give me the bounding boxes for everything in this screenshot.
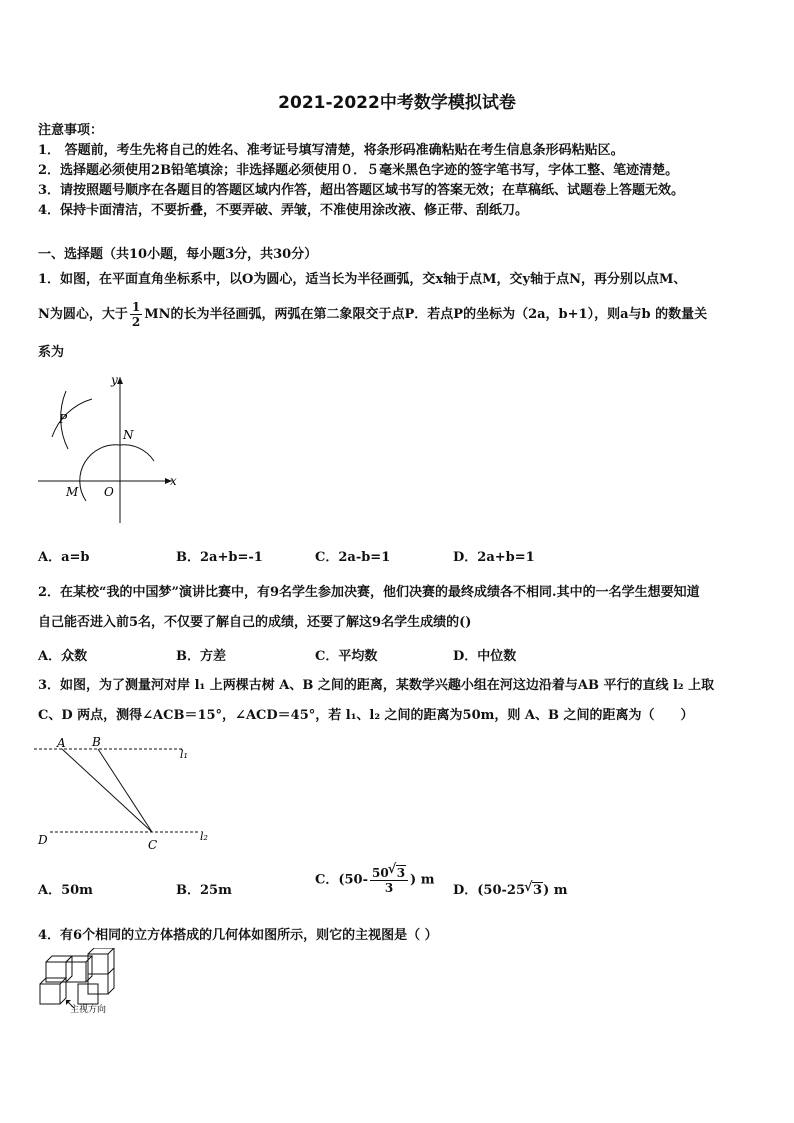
- q4-figure: [36, 948, 132, 1016]
- q3-line2: C、D 两点，测得∠ACB＝15°，∠ACD＝45°，若 l₁、l₂ 之间的距离为50m，则 A、B 之间的距离为（ ）: [38, 708, 694, 723]
- label-y: y: [111, 373, 118, 387]
- arc-from-m: [52, 399, 92, 437]
- q1-line1: 1．如图，在平面直角坐标系中，以O为圆心，适当长为半径画弧，交x轴于点M，交y轴于点N，再分别以点M、: [38, 272, 687, 287]
- q3-option-c[interactable]: C．(50- $\frac{50√ 3}{3}$ ) m: [315, 865, 434, 895]
- q3-figure: [30, 733, 220, 855]
- label-x: x: [170, 474, 177, 488]
- label-l2: l₂: [200, 830, 208, 843]
- q1-fraction: $\frac{1}{2}$: [131, 300, 141, 329]
- label-a: A: [57, 736, 66, 750]
- q2-line2: 自己能否进入前5名，不仅要了解自己的成绩，还要了解这9名学生成绩的(): [38, 615, 472, 630]
- q1-line2: N为圆心，大于 $\frac{1}{2}$ MN的长为半径画弧，两弧在第二象限交于点P．若点P的坐标为（2a，b+1），则a与b 的数量关: [38, 300, 708, 329]
- q1-option-b[interactable]: B．2a+b=-1: [176, 550, 263, 565]
- y-axis-arrow: [117, 377, 123, 384]
- segment-bc: [98, 749, 152, 832]
- q2-line1: 2．在某校“我的中国梦”演讲比赛中，有9名学生参加决赛，他们决赛的最终成绩各不相同.其中的一名学生想要知道: [38, 585, 700, 600]
- label-o: O: [104, 485, 114, 499]
- q2-option-d[interactable]: D．中位数: [453, 649, 517, 664]
- q2-option-c[interactable]: C．平均数: [315, 649, 378, 664]
- view-direction-label: 主视方向: [70, 1005, 107, 1015]
- cube-stack: [40, 948, 114, 1004]
- q3-option-d[interactable]: D．(50-25√ 3) m: [453, 879, 568, 898]
- label-b: B: [92, 735, 101, 749]
- label-m: M: [66, 485, 79, 499]
- q3-line1: 3．如图，为了测量河对岸 l₁ 上两棵古树 A、B 之间的距离，某数学兴趣小组在河这边沿着与AB 平行的直线 l₂ 上取: [38, 678, 715, 693]
- notice-heading: 注意事项：: [38, 123, 104, 138]
- label-c: C: [148, 838, 158, 852]
- notice-item-4: 4．保持卡面清洁，不要折叠，不要弄破、弄皱，不准使用涂改液、修正带、刮纸刀。: [38, 203, 529, 218]
- label-n: N: [123, 428, 134, 442]
- q3-option-a[interactable]: A．50m: [38, 883, 93, 898]
- arc-center-o: [80, 445, 154, 501]
- page-title: 2021-2022中考数学模拟试卷: [278, 93, 516, 113]
- q1-option-a[interactable]: A．a=b: [38, 550, 90, 565]
- label-p: P: [59, 412, 68, 426]
- q4-line1: 4．有6个相同的立方体搭成的几何体如图所示，则它的主视图是（ ）: [38, 928, 438, 943]
- segment-ac: [62, 749, 152, 832]
- q2-option-a[interactable]: A．众数: [38, 649, 88, 664]
- label-d: D: [38, 833, 48, 847]
- q3-option-b[interactable]: B．25m: [176, 883, 232, 898]
- q1-option-c[interactable]: C．2a-b=1: [315, 550, 391, 565]
- q1-option-d[interactable]: D．2a+b=1: [453, 550, 535, 565]
- label-l1: l₁: [180, 748, 188, 761]
- q2-option-b[interactable]: B．方差: [176, 649, 226, 664]
- notice-item-1: 1． 答题前，考生先将自己的姓名、准考证号填写清楚，将条形码准确粘贴在考生信息条形码粘贴区。: [38, 143, 624, 158]
- notice-item-2: 2．选择题必须使用2B铅笔填涂；非选择题必须使用０．５毫米黑色字迹的签字笔书写，字体工整、笔迹清楚。: [38, 163, 679, 178]
- q3-option-c-fraction: $\frac{50√ 3}{3}$: [370, 865, 408, 895]
- section-heading: 一、选择题（共10小题，每小题3分，共30分）: [38, 247, 318, 262]
- q1-figure: [30, 365, 190, 530]
- notice-item-3: 3．请按照题号顺序在各题目的答题区域内作答，超出答题区域书写的答案无效；在草稿纸、试题卷上答题无效。: [38, 183, 685, 198]
- q1-line3: 系为: [38, 345, 65, 360]
